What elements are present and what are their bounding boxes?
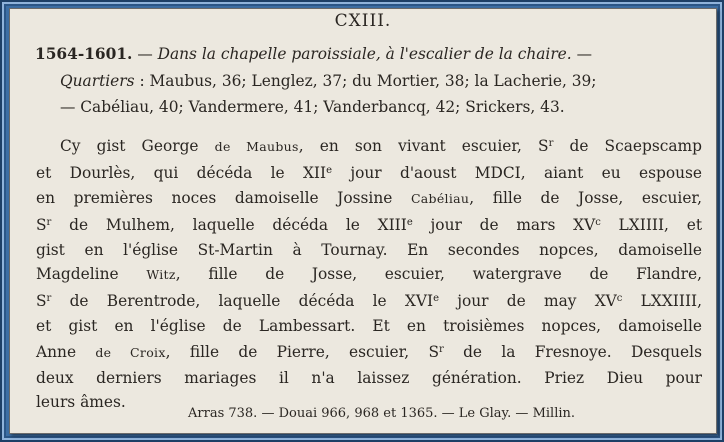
inscription-line: leurs âmes.: [36, 393, 126, 412]
entry-header: [35, 41, 701, 121]
quartiers-label: Quartiers: [60, 71, 135, 90]
inscription-line: et gist en l'église de Lambessart. Et en troisièmes nopces, damoiselle: [36, 316, 702, 335]
quartiers-list-1: : Maubus, 36; Lenglez, 37; du Mortier, 38; la Lacherie, 39;: [139, 71, 597, 90]
inscription-line: $S^r$ de Mulhem, laquelle décéda le XIIIe jour de mars $XV^c$ LXIIII, et: [36, 216, 703, 235]
entry-header-line-1: 1564-1601. — Dans la chapelle paroissiale, à l'escalier de la chaire. —: [35, 45, 592, 63]
inscription-line: et Dourlès, qui décéda le XIIe jour d'aoust MDCI, aiant eu espouse: [36, 164, 703, 183]
inscription-line: Cy gist George de Maubus, en son vivant escuier, $S^r$ de Scaepscamp: [60, 137, 702, 155]
inscription-text: [36, 132, 702, 414]
inscription-line: gist en l'église St-Martin à Tournay. En secondes nopces, damoiselle: [36, 240, 702, 259]
source-references: Arras 738. — Douai 966, 968 et 1365. — Le Glay. — Millin.: [188, 406, 576, 421]
quartiers-list-2: — Cabéliau, 40; Vandermere, 41; Vanderbancq, 42; Srickers, 43.: [60, 98, 565, 116]
inscription-line: deux derniers mariages il n'a laissez génération. Priez Dieu pour: [36, 368, 702, 387]
inscription-line: en premières noces damoiselle Jossine Cabéliau, fille de Josse, escuier,: [36, 188, 702, 207]
inscription-line: $S^r$ de Berentrode, laquelle décéda le XVIe jour de may $XV^c$ LXXIIII,: [36, 292, 702, 311]
entry-header-line-2: [35, 68, 701, 95]
inscription-line: Magdeline Witz, fille de Josse, escuier, watergrave de Flandre,: [36, 265, 702, 284]
entry-dates: 1564-1601.: [35, 45, 133, 63]
entry-number: CXIII.: [334, 11, 392, 31]
inscription-line: Anne de Croix, fille de Pierre, escuier, $S^r$ de la Fresnoye. Desquels: [36, 343, 702, 362]
document-page: [9, 8, 717, 434]
entry-header-line-3: [35, 94, 701, 121]
entry-location: Dans la chapelle paroissiale, à l'escalier de la chaire.: [157, 45, 572, 63]
